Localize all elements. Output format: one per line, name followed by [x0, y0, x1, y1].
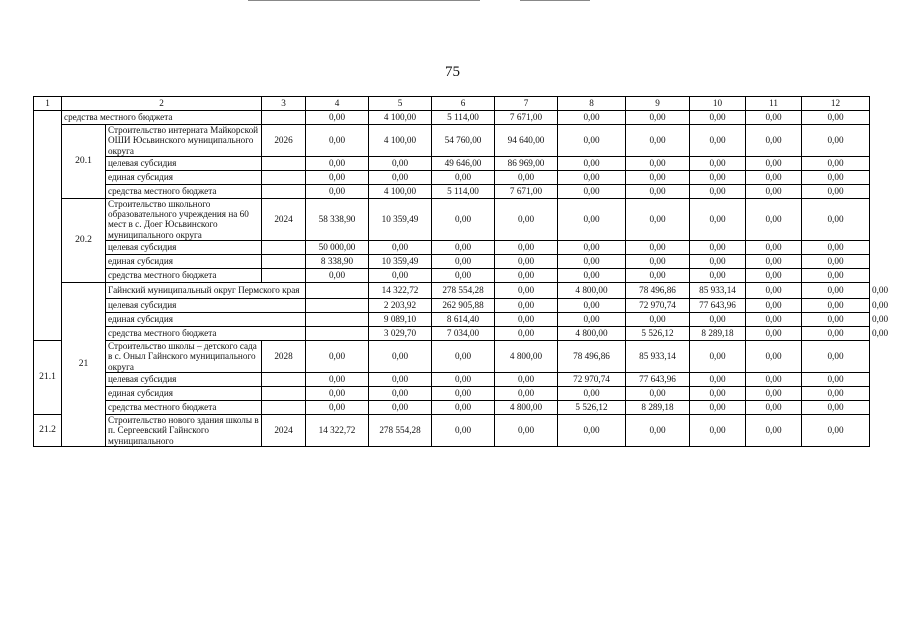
year-cell [262, 241, 306, 255]
value-cell: 0,00 [432, 341, 495, 373]
value-cell: 0,00 [432, 372, 495, 386]
value-cell: 0,00 [495, 283, 558, 299]
value-cell: 0,00 [802, 269, 870, 283]
value-cell: 0,00 [558, 170, 626, 184]
row-label: целевая субсидия [106, 156, 262, 170]
year-cell [262, 269, 306, 283]
value-cell: 0,00 [690, 184, 746, 198]
value-cell: 0,00 [306, 400, 369, 414]
value-cell: 0,00 [626, 198, 690, 240]
table-row [34, 125, 870, 157]
row-label: средства местного бюджета [106, 327, 306, 341]
value-cell: 0,00 [558, 299, 626, 313]
year-cell [262, 170, 306, 184]
row-label: средства местного бюджета [106, 184, 262, 198]
header-row [34, 97, 870, 111]
value-cell: 0,00 [495, 414, 558, 446]
value-cell: 0,00 [802, 156, 870, 170]
value-cell: 0,00 [558, 184, 626, 198]
value-cell: 0,00 [802, 283, 870, 299]
value-cell: 0,00 [495, 170, 558, 184]
project-name: Гайнский муниципальный округ Пермского края [106, 283, 306, 299]
header-cell: 2 [62, 97, 262, 111]
table-row [34, 184, 870, 198]
value-cell: 0,00 [690, 198, 746, 240]
table-row [34, 241, 870, 255]
value-cell: 0,00 [802, 313, 870, 327]
value-cell: 0,00 [746, 241, 802, 255]
year-cell: 2024 [262, 198, 306, 240]
value-cell: 0,00 [495, 299, 558, 313]
row-label: единая субсидия [106, 255, 262, 269]
value-cell: 0,00 [690, 386, 746, 400]
value-cell: 0,00 [802, 170, 870, 184]
page-number: 75 [445, 64, 460, 80]
value-cell: 0,00 [746, 283, 802, 299]
value-cell: 7 671,00 [495, 111, 558, 125]
header-cell: 9 [626, 97, 690, 111]
value-cell: 9 089,10 [369, 313, 432, 327]
value-cell: 0,00 [432, 386, 495, 400]
value-cell: 0,00 [690, 125, 746, 157]
value-cell: 0,00 [495, 198, 558, 240]
value-cell: 78 496,86 [626, 283, 690, 299]
value-cell: 0,00 [306, 111, 369, 125]
value-cell: 8 338,90 [306, 255, 369, 269]
project-name: Строительство школы – детского сада в с. Оныл Гайнского муниципального округа [106, 341, 262, 373]
value-cell: 5 114,00 [432, 111, 495, 125]
value-cell: 278 554,28 [432, 283, 495, 299]
value-cell: 262 905,88 [432, 299, 495, 313]
value-cell: 0,00 [690, 156, 746, 170]
value-cell: 0,00 [690, 269, 746, 283]
value-cell: 4 800,00 [495, 400, 558, 414]
value-cell: 0,00 [626, 125, 690, 157]
row-label: целевая субсидия [106, 372, 262, 386]
value-cell: 0,00 [558, 156, 626, 170]
value-cell: 0,00 [306, 156, 369, 170]
value-cell: 0,00 [802, 184, 870, 198]
project-name: Строительство интерната Майкорской ОШИ Юсьвинского муниципального округа [106, 125, 262, 157]
value-cell: 0,00 [690, 241, 746, 255]
header-cell: 1 [34, 97, 62, 111]
value-cell: 0,00 [495, 269, 558, 283]
header-cell: 12 [802, 97, 870, 111]
value-cell: 0,00 [690, 111, 746, 125]
value-cell: 0,00 [690, 170, 746, 184]
value-cell: 0,00 [690, 313, 746, 327]
value-cell: 0,00 [746, 313, 802, 327]
project-number: 21.2 [34, 414, 62, 446]
value-cell: 0,00 [369, 372, 432, 386]
value-cell: 0,00 [802, 111, 870, 125]
value-cell: 0,00 [802, 372, 870, 386]
value-cell: 0,00 [746, 341, 802, 373]
year-cell [262, 156, 306, 170]
value-cell: 278 554,28 [369, 414, 432, 446]
top-rule [520, 0, 590, 1]
value-cell: 0,00 [306, 386, 369, 400]
value-cell: 77 643,96 [690, 299, 746, 313]
value-cell: 0,00 [369, 400, 432, 414]
value-cell: 0,00 [802, 400, 870, 414]
value-cell: 4 800,00 [558, 283, 626, 299]
value-cell: 0,00 [802, 414, 870, 446]
value-cell: 85 933,14 [690, 283, 746, 299]
value-cell: 50 000,00 [306, 241, 369, 255]
year-cell [306, 327, 369, 341]
value-cell: 72 970,74 [626, 299, 690, 313]
value-cell: 0,00 [495, 255, 558, 269]
value-cell: 0,00 [690, 400, 746, 414]
value-cell: 94 640,00 [495, 125, 558, 157]
value-cell: 0,00 [626, 255, 690, 269]
value-cell: 0,00 [626, 313, 690, 327]
year-cell [306, 313, 369, 327]
value-cell: 0,00 [802, 327, 870, 341]
value-cell: 0,00 [558, 269, 626, 283]
value-cell: 0,00 [690, 414, 746, 446]
value-cell: 4 800,00 [495, 341, 558, 373]
value-cell: 0,00 [495, 372, 558, 386]
value-cell: 0,00 [802, 241, 870, 255]
value-cell: 0,00 [306, 125, 369, 157]
year-cell: 2028 [262, 341, 306, 373]
value-cell: 0,00 [690, 255, 746, 269]
value-cell: 4 100,00 [369, 184, 432, 198]
value-cell: 0,00 [626, 386, 690, 400]
value-cell: 0,00 [802, 386, 870, 400]
value-cell: 0,00 [432, 400, 495, 414]
value-cell: 8 289,18 [690, 327, 746, 341]
value-cell: 0,00 [746, 414, 802, 446]
table-row [34, 372, 870, 386]
table-row [34, 400, 870, 414]
value-cell: 14 322,72 [306, 414, 369, 446]
value-cell: 0,00 [746, 111, 802, 125]
value-cell: 0,00 [306, 170, 369, 184]
value-cell: 0,00 [558, 255, 626, 269]
project-name: Строительство нового здания школы в п. Сергеевский Гайнского муниципального [106, 414, 262, 446]
value-cell: 5 114,00 [432, 184, 495, 198]
value-cell: 0,00 [432, 170, 495, 184]
value-cell: 0,00 [306, 341, 369, 373]
year-cell [262, 400, 306, 414]
value-cell: 0,00 [690, 372, 746, 386]
header-cell: 10 [690, 97, 746, 111]
value-cell: 0,00 [558, 125, 626, 157]
header-cell: 6 [432, 97, 495, 111]
value-cell: 77 643,96 [626, 372, 690, 386]
value-cell: 72 970,74 [558, 372, 626, 386]
value-cell: 7 034,00 [432, 327, 495, 341]
value-cell: 49 646,00 [432, 156, 495, 170]
header-cell: 7 [495, 97, 558, 111]
value-cell: 0,00 [495, 241, 558, 255]
table-row: средства местного бюджета 3 029,70 7 034,00 0,00 4 800,00 5 526,12 8 289,18 0,00 0,00 0,00 [34, 327, 870, 341]
value-cell: 0,00 [626, 111, 690, 125]
year-cell: 2024 [262, 414, 306, 446]
value-cell: 0,00 [558, 386, 626, 400]
value-cell: 0,00 [626, 269, 690, 283]
year-cell [262, 372, 306, 386]
value-cell: 0,00 [558, 313, 626, 327]
value-cell: 8 289,18 [626, 400, 690, 414]
year-cell: 2026 [262, 125, 306, 157]
value-cell: 5 526,12 [558, 400, 626, 414]
value-cell: 0,00 [746, 156, 802, 170]
value-cell: 0,00 [369, 269, 432, 283]
value-cell: 0,00 [432, 198, 495, 240]
table-row [34, 414, 870, 446]
value-cell: 0,00 [746, 372, 802, 386]
project-number: 20.2 [62, 198, 106, 282]
year-cell [262, 184, 306, 198]
value-cell: 0,00 [690, 341, 746, 373]
value-cell: 0,00 [369, 170, 432, 184]
project-name: Строительство школьного образовательного учреждения на 60 мест в с. Доег Юсьвинского муниципального округа [106, 198, 262, 240]
value-cell: 0,00 [306, 184, 369, 198]
value-cell: 0,00 [306, 372, 369, 386]
value-cell: 0,00 [626, 156, 690, 170]
value-cell: 0,00 [558, 414, 626, 446]
table-row [34, 111, 870, 125]
value-cell: 0,00 [802, 255, 870, 269]
row-label: средства местного бюджета [106, 269, 262, 283]
value-cell: 0,00 [746, 255, 802, 269]
value-cell: 0,00 [626, 184, 690, 198]
row-label: единая субсидия [106, 170, 262, 184]
value-cell: 0,00 [802, 299, 870, 313]
value-cell: 4 800,00 [558, 327, 626, 341]
table-row [34, 255, 870, 269]
header-cell: 4 [306, 97, 369, 111]
value-cell: 86 969,00 [495, 156, 558, 170]
table-row [34, 341, 870, 373]
value-cell: 54 760,00 [432, 125, 495, 157]
value-cell: 0,00 [802, 198, 870, 240]
top-rule [248, 0, 480, 1]
value-cell: 0,00 [746, 327, 802, 341]
value-cell: 5 526,12 [626, 327, 690, 341]
value-cell: 0,00 [746, 386, 802, 400]
project-number: 21 [62, 283, 106, 447]
value-cell: 14 322,72 [369, 283, 432, 299]
value-cell: 0,00 [746, 269, 802, 283]
table-row: единая субсидия 9 089,10 8 614,40 0,00 0,00 0,00 0,00 0,00 0,00 0,00 [34, 313, 870, 327]
value-cell: 7 671,00 [495, 184, 558, 198]
project-number: 20.1 [62, 125, 106, 199]
col1-spacer [34, 111, 62, 341]
value-cell: 0,00 [626, 241, 690, 255]
row-label: целевая субсидия [106, 299, 306, 313]
value-cell: 0,00 [495, 386, 558, 400]
table-row: целевая субсидия 2 203,92 262 905,88 0,00 0,00 72 970,74 77 643,96 0,00 0,00 0,00 [34, 299, 870, 313]
value-cell: 2 203,92 [369, 299, 432, 313]
value-cell: 0,00 [746, 198, 802, 240]
value-cell: 78 496,86 [558, 341, 626, 373]
value-cell: 0,00 [306, 269, 369, 283]
value-cell: 0,00 [746, 400, 802, 414]
row-label: средства местного бюджета [106, 400, 262, 414]
value-cell: 0,00 [746, 125, 802, 157]
year-cell [262, 386, 306, 400]
value-cell: 0,00 [495, 327, 558, 341]
year-cell [306, 299, 369, 313]
value-cell: 8 614,40 [432, 313, 495, 327]
value-cell: 0,00 [369, 241, 432, 255]
value-cell: 0,00 [369, 156, 432, 170]
row-label: единая субсидия [106, 386, 262, 400]
year-cell [306, 283, 369, 299]
value-cell: 85 933,14 [626, 341, 690, 373]
row-label: целевая субсидия [106, 241, 262, 255]
value-cell: 0,00 [626, 414, 690, 446]
budget-table [33, 96, 889, 447]
table-row [34, 198, 870, 240]
year-cell [262, 255, 306, 269]
table-row [34, 386, 870, 400]
table-row [34, 156, 870, 170]
value-cell: 0,00 [558, 111, 626, 125]
value-cell: 0,00 [558, 241, 626, 255]
year-cell [262, 111, 306, 125]
table-row [34, 269, 870, 283]
value-cell: 0,00 [369, 341, 432, 373]
value-cell: 4 100,00 [369, 125, 432, 157]
value-cell: 0,00 [626, 170, 690, 184]
header-cell: 8 [558, 97, 626, 111]
value-cell: 58 338,90 [306, 198, 369, 240]
header-cell: 3 [262, 97, 306, 111]
value-cell: 3 029,70 [369, 327, 432, 341]
value-cell: 0,00 [746, 170, 802, 184]
value-cell: 0,00 [558, 198, 626, 240]
value-cell: 0,00 [432, 414, 495, 446]
table-row: 21 Гайнский муниципальный округ Пермского края 14 322,72 278 554,28 0,00 4 800,00 78 496,86 85 933,14 0,00 0,00 0,00 [34, 283, 870, 299]
row-label: средства местного бюджета [62, 111, 262, 125]
row-label: единая субсидия [106, 313, 306, 327]
value-cell: 4 100,00 [369, 111, 432, 125]
value-cell: 10 359,49 [369, 198, 432, 240]
header-cell: 5 [369, 97, 432, 111]
project-number: 21.1 [34, 341, 62, 415]
value-cell: 0,00 [432, 241, 495, 255]
value-cell: 0,00 [432, 255, 495, 269]
value-cell: 0,00 [802, 125, 870, 157]
value-cell: 0,00 [746, 299, 802, 313]
value-cell: 0,00 [369, 386, 432, 400]
table-row [34, 170, 870, 184]
value-cell: 10 359,49 [369, 255, 432, 269]
value-cell: 0,00 [495, 313, 558, 327]
value-cell: 0,00 [432, 269, 495, 283]
value-cell: 0,00 [746, 184, 802, 198]
header-cell: 11 [746, 97, 802, 111]
value-cell: 0,00 [802, 341, 870, 373]
